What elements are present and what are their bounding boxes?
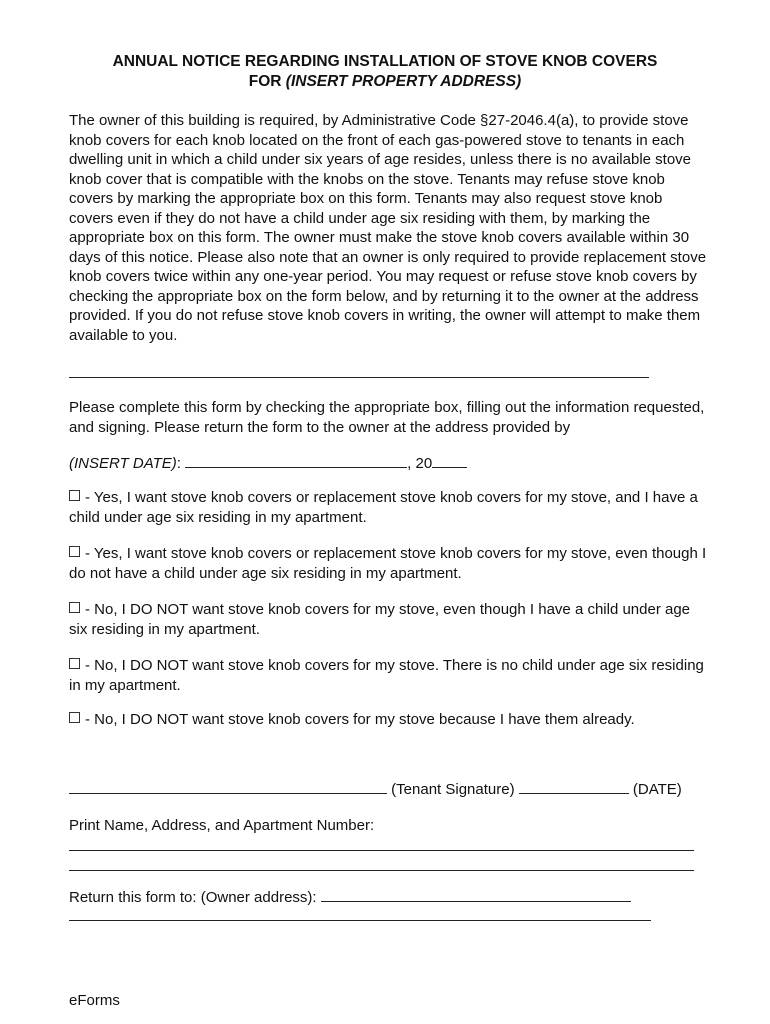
signature-date-field[interactable] xyxy=(519,779,629,794)
page-title xyxy=(40,52,730,92)
year-field[interactable] xyxy=(432,453,467,468)
option-3-checkbox[interactable] xyxy=(69,602,80,613)
print-name-field-line-1[interactable] xyxy=(69,850,694,851)
option-item xyxy=(69,656,709,696)
intro-paragraph: The owner of this building is required, by Administrative Code §27-2046.4(a), to provide stove knob covers for each knob located on the front of each gas-powered stove to tenants in each dwelling unit in which a child under six years of age resides, unless there is no available stove knob cover that is compatible with the knobs on the stove. Tenants may refuse stove knob covers by marking the appropriate box on this form. Tenants may also request stove knob covers even if they do not have a child under age six residing with them, by marking the appropriate box on this form. The owner must make the stove knob covers available within 30 days of this notice. Please also note that an owner is only required to provide replacement stove knob covers twice within any one-year period. You may request or refuse stove knob covers by checking the appropriate box on the form below, and by returning it to the owner at the address provided. If you do not refuse stove knob covers in writing, the owner will attempt to make them available to you. xyxy=(69,112,707,344)
option-item xyxy=(69,600,709,640)
print-name-label: Print Name, Address, and Apartment Number: xyxy=(69,817,375,834)
option-4-label: - No, I DO NOT want stove knob covers for my stove. There is no child under age six residing in my apartment. xyxy=(69,657,704,694)
signature-date-label: (DATE) xyxy=(632,781,682,798)
title-prefix: FOR xyxy=(248,73,286,90)
tenant-signature-label: (Tenant Signature) xyxy=(391,781,515,798)
instructions-paragraph: Please complete this form by checking the appropriate box, filling out the information requested, and signing. Please return the form to the owner at the address provided by xyxy=(69,399,705,436)
option-item xyxy=(69,710,709,730)
title-line-2 xyxy=(40,72,730,92)
option-5-label: - No, I DO NOT want stove knob covers for my stove because I have them already. xyxy=(85,711,635,728)
section-divider xyxy=(69,377,649,378)
owner-address-field[interactable] xyxy=(321,887,631,902)
title-line-1: ANNUAL NOTICE REGARDING INSTALLATION OF STOVE KNOB COVERS xyxy=(112,53,658,70)
date-placeholder: (INSERT DATE) xyxy=(69,455,177,472)
owner-address-field-line-2[interactable] xyxy=(69,920,651,921)
option-5-checkbox[interactable] xyxy=(69,712,80,723)
option-3-label: - No, I DO NOT want stove knob covers for my stove, even though I have a child under age six residing in my apartment. xyxy=(69,601,691,638)
tenant-signature-field[interactable] xyxy=(69,779,387,794)
return-label: Return this form to: (Owner address): xyxy=(69,889,317,906)
signature-line xyxy=(69,779,682,799)
option-2-label: - Yes, I want stove knob covers or replacement stove knob covers for my stove, even though I do not have a child under age six residing in my apartment. xyxy=(69,545,707,582)
option-item xyxy=(69,544,709,584)
footer-brand: eForms xyxy=(69,992,120,1009)
print-name-field-line-2[interactable] xyxy=(69,870,694,871)
year-prefix: , 20 xyxy=(407,455,433,472)
date-colon: : xyxy=(176,455,181,472)
option-1-checkbox[interactable] xyxy=(69,490,80,501)
option-2-checkbox[interactable] xyxy=(69,546,80,557)
option-item xyxy=(69,488,709,528)
option-4-checkbox[interactable] xyxy=(69,658,80,669)
date-field[interactable] xyxy=(185,453,407,468)
return-line xyxy=(69,887,631,907)
option-1-label: - Yes, I want stove knob covers or replacement stove knob covers for my stove, and I have a child under age six residing in my apartment. xyxy=(69,489,698,526)
date-line xyxy=(69,453,467,473)
property-address-placeholder: (INSERT PROPERTY ADDRESS) xyxy=(285,73,522,90)
